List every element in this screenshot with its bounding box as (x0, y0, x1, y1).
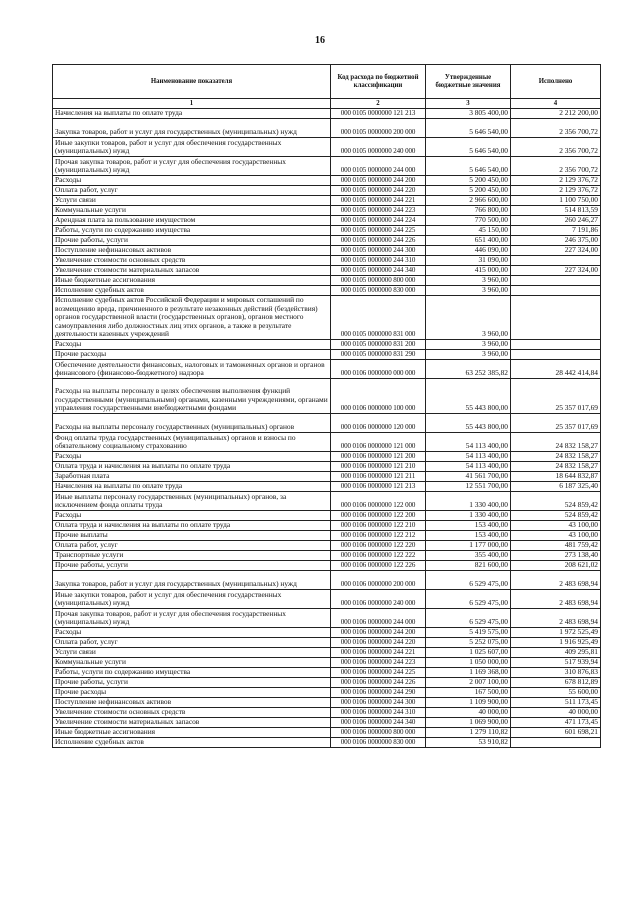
row-approved-value: 1 069 900,00 (426, 717, 511, 727)
row-budget-code: 000 0105 0000000 244 300 (331, 246, 426, 256)
row-budget-code: 000 0106 0000000 122 000 (331, 491, 426, 510)
row-indicator-name: Начисления на выплаты по оплате труда (53, 481, 331, 491)
row-budget-code: 000 0105 0000000 830 000 (331, 286, 426, 296)
table-row (53, 109, 601, 119)
header-executed: Исполнено (511, 65, 601, 99)
row-indicator-name: Прочие расходы (53, 349, 331, 359)
table-row (53, 530, 601, 540)
row-executed-value: 55 600,00 (511, 687, 601, 697)
row-indicator-name: Прочие работы, услуги (53, 677, 331, 687)
table-row (53, 687, 601, 697)
row-indicator-name: Прочие работы, услуги (53, 236, 331, 246)
table-row (53, 737, 601, 747)
row-executed-value: 43 100,00 (511, 530, 601, 540)
row-indicator-name: Иные бюджетные ассигнования (53, 727, 331, 737)
table-row (53, 637, 601, 647)
row-indicator-name: Увеличение стоимости материальных запасов (53, 717, 331, 727)
row-executed-value: 273 138,40 (511, 550, 601, 560)
table-header-row (53, 65, 601, 99)
row-executed-value: 24 832 158,27 (511, 432, 601, 451)
row-executed-value: 409 295,81 (511, 647, 601, 657)
table-row (53, 256, 601, 266)
row-executed-value: 514 813,59 (511, 206, 601, 216)
row-indicator-name: Коммунальные услуги (53, 206, 331, 216)
column-number: 4 (511, 99, 601, 109)
row-approved-value: 6 529 475,00 (426, 589, 511, 608)
row-approved-value: 1 330 400,00 (426, 510, 511, 520)
row-budget-code: 000 0106 0000000 244 220 (331, 637, 426, 647)
row-executed-value: 227 324,00 (511, 266, 601, 276)
row-executed-value: 2 356 700,72 (511, 119, 601, 138)
table-row (53, 657, 601, 667)
row-budget-code: 000 0105 0000000 121 213 (331, 109, 426, 119)
table-row (53, 246, 601, 256)
row-executed-value (511, 276, 601, 286)
row-approved-value: 12 551 700,00 (426, 481, 511, 491)
row-indicator-name: Исполнение судебных актов Российской Федерации и мировых соглашений по возмещению вреда, причиненного в результате незаконных действий (бездействия) органов государственной власти (государственных органов), органов местного самоуправления либо должностных лиц этих органов, а также в результате деятельности казенных учреждений (53, 296, 331, 340)
table-row (53, 359, 601, 378)
table-row (53, 432, 601, 451)
row-budget-code: 000 0106 0000000 122 226 (331, 560, 426, 570)
row-approved-value: 40 000,00 (426, 707, 511, 717)
row-indicator-name: Увеличение стоимости основных средств (53, 256, 331, 266)
row-executed-value: 2 129 376,72 (511, 186, 601, 196)
table-row (53, 707, 601, 717)
row-indicator-name: Оплата работ, услуг (53, 186, 331, 196)
row-executed-value: 6 187 325,40 (511, 481, 601, 491)
row-executed-value: 25 357 017,69 (511, 378, 601, 413)
row-budget-code: 000 0105 0000000 244 310 (331, 256, 426, 266)
table-row (53, 266, 601, 276)
table-row (53, 236, 601, 246)
table-row (53, 608, 601, 627)
budget-execution-table-container (52, 64, 600, 748)
row-indicator-name: Иные закупки товаров, работ и услуг для обеспечения государственных (муниципальных) нужд (53, 138, 331, 157)
row-executed-value: 678 812,89 (511, 677, 601, 687)
row-budget-code: 000 0106 0000000 100 000 (331, 378, 426, 413)
row-approved-value: 1 109 900,00 (426, 697, 511, 707)
row-budget-code: 000 0105 0000000 200 000 (331, 119, 426, 138)
row-approved-value: 651 400,00 (426, 236, 511, 246)
row-executed-value: 1 100 750,00 (511, 196, 601, 206)
header-approved-values: Утвержденные бюджетные значения (426, 65, 511, 99)
row-executed-value: 517 939,94 (511, 657, 601, 667)
row-executed-value: 481 759,42 (511, 540, 601, 550)
row-budget-code: 000 0106 0000000 121 000 (331, 432, 426, 451)
row-budget-code: 000 0106 0000000 000 000 (331, 359, 426, 378)
row-indicator-name: Закупка товаров, работ и услуг для государственных (муниципальных) нужд (53, 119, 331, 138)
row-indicator-name: Расходы на выплаты персоналу в целях обеспечения выполнения функций государственными (муниципальными) органами, казенными учреждениями, органами управления государственными внебюджетными фондами (53, 378, 331, 413)
row-approved-value: 3 960,00 (426, 349, 511, 359)
row-budget-code: 000 0106 0000000 122 212 (331, 530, 426, 540)
row-approved-value: 770 500,00 (426, 216, 511, 226)
row-approved-value: 6 529 475,00 (426, 570, 511, 589)
table-row (53, 276, 601, 286)
row-executed-value: 208 621,02 (511, 560, 601, 570)
table-row (53, 186, 601, 196)
table-row (53, 206, 601, 216)
row-executed-value: 260 246,27 (511, 216, 601, 226)
row-executed-value: 40 000,00 (511, 707, 601, 717)
row-executed-value (511, 349, 601, 359)
row-indicator-name: Иные бюджетные ассигнования (53, 276, 331, 286)
table-row (53, 697, 601, 707)
row-indicator-name: Транспортные услуги (53, 550, 331, 560)
row-approved-value: 41 561 700,00 (426, 471, 511, 481)
row-approved-value: 53 910,82 (426, 737, 511, 747)
row-budget-code: 000 0105 0000000 244 220 (331, 186, 426, 196)
row-budget-code: 000 0106 0000000 800 000 (331, 727, 426, 737)
row-executed-value: 28 442 414,84 (511, 359, 601, 378)
row-approved-value: 1 169 368,00 (426, 667, 511, 677)
row-executed-value: 227 324,00 (511, 246, 601, 256)
table-row (53, 540, 601, 550)
row-budget-code: 000 0105 0000000 244 200 (331, 176, 426, 186)
row-budget-code: 000 0105 0000000 831 000 (331, 296, 426, 340)
row-budget-code: 000 0106 0000000 244 226 (331, 677, 426, 687)
row-executed-value: 1 972 525,49 (511, 627, 601, 637)
row-budget-code: 000 0106 0000000 122 222 (331, 550, 426, 560)
row-budget-code: 000 0105 0000000 244 000 (331, 157, 426, 176)
table-row (53, 138, 601, 157)
row-approved-value: 821 600,00 (426, 560, 511, 570)
row-executed-value: 246 375,00 (511, 236, 601, 246)
table-row (53, 560, 601, 570)
table-row (53, 226, 601, 236)
row-indicator-name: Расходы на выплаты персоналу государственных (муниципальных) органов (53, 413, 331, 432)
table-row (53, 481, 601, 491)
row-indicator-name: Расходы (53, 451, 331, 461)
row-approved-value: 355 400,00 (426, 550, 511, 560)
row-approved-value: 153 400,00 (426, 520, 511, 530)
row-executed-value (511, 339, 601, 349)
row-executed-value: 524 859,42 (511, 491, 601, 510)
row-budget-code: 000 0105 0000000 244 226 (331, 236, 426, 246)
row-budget-code: 000 0105 0000000 244 223 (331, 206, 426, 216)
column-number: 3 (426, 99, 511, 109)
table-row (53, 550, 601, 560)
table-row (53, 461, 601, 471)
row-approved-value: 5 419 575,00 (426, 627, 511, 637)
row-executed-value: 2 212 200,00 (511, 109, 601, 119)
row-approved-value: 1 177 000,00 (426, 540, 511, 550)
row-executed-value: 524 859,42 (511, 510, 601, 520)
row-indicator-name: Оплата труда и начисления на выплаты по оплате труда (53, 461, 331, 471)
row-budget-code: 000 0106 0000000 121 213 (331, 481, 426, 491)
row-indicator-name: Арендная плата за пользование имуществом (53, 216, 331, 226)
row-budget-code: 000 0105 0000000 244 221 (331, 196, 426, 206)
row-approved-value: 55 443 800,00 (426, 413, 511, 432)
row-executed-value: 601 698,21 (511, 727, 601, 737)
row-indicator-name: Заработная плата (53, 471, 331, 481)
row-approved-value: 5 200 450,00 (426, 186, 511, 196)
row-indicator-name: Коммунальные услуги (53, 657, 331, 667)
row-indicator-name: Обеспечение деятельности финансовых, налоговых и таможенных органов и органов финансового (финансово-бюджетного) надзора (53, 359, 331, 378)
row-budget-code: 000 0106 0000000 120 000 (331, 413, 426, 432)
row-executed-value: 471 173,45 (511, 717, 601, 727)
table-row (53, 627, 601, 637)
row-approved-value: 766 800,00 (426, 206, 511, 216)
column-number: 2 (331, 99, 426, 109)
row-budget-code: 000 0105 0000000 244 224 (331, 216, 426, 226)
row-budget-code: 000 0105 0000000 244 340 (331, 266, 426, 276)
row-executed-value: 43 100,00 (511, 520, 601, 530)
row-indicator-name: Увеличение стоимости основных средств (53, 707, 331, 717)
row-budget-code: 000 0106 0000000 122 200 (331, 510, 426, 520)
row-budget-code: 000 0106 0000000 244 200 (331, 627, 426, 637)
table-row (53, 520, 601, 530)
row-budget-code: 000 0106 0000000 830 000 (331, 737, 426, 747)
row-budget-code: 000 0106 0000000 244 223 (331, 657, 426, 667)
row-indicator-name: Прочие расходы (53, 687, 331, 697)
table-row (53, 717, 601, 727)
row-budget-code: 000 0105 0000000 244 225 (331, 226, 426, 236)
table-row (53, 119, 601, 138)
row-indicator-name: Расходы (53, 627, 331, 637)
row-budget-code: 000 0106 0000000 244 225 (331, 667, 426, 677)
row-approved-value: 45 150,00 (426, 226, 511, 236)
row-budget-code: 000 0106 0000000 121 211 (331, 471, 426, 481)
row-budget-code: 000 0105 0000000 831 290 (331, 349, 426, 359)
row-executed-value: 25 357 017,69 (511, 413, 601, 432)
row-budget-code: 000 0106 0000000 244 290 (331, 687, 426, 697)
row-executed-value: 2 129 376,72 (511, 176, 601, 186)
row-indicator-name: Работы, услуги по содержанию имущества (53, 667, 331, 677)
row-executed-value (511, 256, 601, 266)
row-executed-value: 511 173,45 (511, 697, 601, 707)
table-row (53, 196, 601, 206)
row-budget-code: 000 0106 0000000 244 221 (331, 647, 426, 657)
row-indicator-name: Прочие работы, услуги (53, 560, 331, 570)
row-approved-value: 63 252 385,82 (426, 359, 511, 378)
table-body (53, 109, 601, 748)
row-executed-value: 2 356 700,72 (511, 138, 601, 157)
row-approved-value: 3 960,00 (426, 339, 511, 349)
row-executed-value (511, 737, 601, 747)
row-executed-value: 2 483 698,94 (511, 570, 601, 589)
row-indicator-name: Расходы (53, 510, 331, 520)
table-row (53, 157, 601, 176)
row-approved-value: 5 200 450,00 (426, 176, 511, 186)
row-budget-code: 000 0106 0000000 122 220 (331, 540, 426, 550)
row-executed-value: 2 356 700,72 (511, 157, 601, 176)
table-row (53, 727, 601, 737)
column-number-row (53, 99, 601, 109)
table-row (53, 491, 601, 510)
row-executed-value: 2 483 698,94 (511, 608, 601, 627)
row-approved-value: 2 966 600,00 (426, 196, 511, 206)
row-budget-code: 000 0106 0000000 244 000 (331, 608, 426, 627)
table-row (53, 378, 601, 413)
row-approved-value: 1 279 110,82 (426, 727, 511, 737)
row-executed-value: 18 644 832,87 (511, 471, 601, 481)
row-approved-value: 167 500,00 (426, 687, 511, 697)
row-executed-value: 1 916 925,49 (511, 637, 601, 647)
row-executed-value (511, 286, 601, 296)
table-row (53, 349, 601, 359)
table-row (53, 510, 601, 520)
row-approved-value: 2 007 100,00 (426, 677, 511, 687)
row-indicator-name: Иные выплаты персоналу государственных (муниципальных) органов, за исключением фонда оплаты труда (53, 491, 331, 510)
row-approved-value: 3 960,00 (426, 286, 511, 296)
row-indicator-name: Исполнение судебных актов (53, 286, 331, 296)
row-approved-value: 3 960,00 (426, 276, 511, 286)
table-row (53, 667, 601, 677)
row-indicator-name: Услуги связи (53, 647, 331, 657)
row-indicator-name: Поступление нефинансовых активов (53, 246, 331, 256)
budget-execution-table (52, 64, 601, 748)
row-indicator-name: Исполнение судебных актов (53, 737, 331, 747)
row-approved-value: 3 805 400,00 (426, 109, 511, 119)
row-indicator-name: Поступление нефинансовых активов (53, 697, 331, 707)
table-row (53, 286, 601, 296)
table-row (53, 570, 601, 589)
row-approved-value: 3 960,00 (426, 296, 511, 340)
row-indicator-name: Иные закупки товаров, работ и услуг для обеспечения государственных (муниципальных) нужд (53, 589, 331, 608)
row-indicator-name: Услуги связи (53, 196, 331, 206)
row-budget-code: 000 0106 0000000 121 200 (331, 451, 426, 461)
table-row (53, 413, 601, 432)
row-budget-code: 000 0105 0000000 240 000 (331, 138, 426, 157)
row-executed-value: 24 832 158,27 (511, 461, 601, 471)
row-approved-value: 1 330 400,00 (426, 491, 511, 510)
row-budget-code: 000 0105 0000000 800 000 (331, 276, 426, 286)
row-budget-code: 000 0106 0000000 244 340 (331, 717, 426, 727)
row-executed-value: 7 191,86 (511, 226, 601, 236)
row-indicator-name: Прочая закупка товаров, работ и услуг для обеспечения государственных (муниципальных) нужд (53, 608, 331, 627)
row-approved-value: 5 646 540,00 (426, 157, 511, 176)
row-indicator-name: Оплата работ, услуг (53, 637, 331, 647)
row-approved-value: 6 529 475,00 (426, 608, 511, 627)
table-row (53, 339, 601, 349)
row-budget-code: 000 0105 0000000 831 200 (331, 339, 426, 349)
row-approved-value: 1 025 607,00 (426, 647, 511, 657)
row-indicator-name: Фонд оплаты труда государственных (муниципальных) органов и взносы по обязательному социальному страхованию (53, 432, 331, 451)
table-row (53, 451, 601, 461)
row-indicator-name: Расходы (53, 176, 331, 186)
row-executed-value: 310 876,83 (511, 667, 601, 677)
table-row (53, 296, 601, 340)
row-budget-code: 000 0106 0000000 200 000 (331, 570, 426, 589)
page-number: 16 (315, 35, 325, 46)
row-indicator-name: Прочая закупка товаров, работ и услуг для обеспечения государственных (муниципальных) нужд (53, 157, 331, 176)
row-approved-value: 5 646 540,00 (426, 138, 511, 157)
row-approved-value: 415 000,00 (426, 266, 511, 276)
row-budget-code: 000 0106 0000000 122 210 (331, 520, 426, 530)
row-approved-value: 54 113 400,00 (426, 451, 511, 461)
row-indicator-name: Оплата труда и начисления на выплаты по оплате труда (53, 520, 331, 530)
row-approved-value: 5 252 075,00 (426, 637, 511, 647)
row-approved-value: 153 400,00 (426, 530, 511, 540)
row-indicator-name: Оплата работ, услуг (53, 540, 331, 550)
row-budget-code: 000 0106 0000000 244 300 (331, 697, 426, 707)
row-approved-value: 5 646 540,00 (426, 119, 511, 138)
row-executed-value: 2 483 698,94 (511, 589, 601, 608)
row-approved-value: 55 443 800,00 (426, 378, 511, 413)
row-approved-value: 54 113 400,00 (426, 432, 511, 451)
row-approved-value: 31 090,00 (426, 256, 511, 266)
row-budget-code: 000 0106 0000000 240 000 (331, 589, 426, 608)
table-row (53, 647, 601, 657)
table-row (53, 589, 601, 608)
header-indicator-name: Наименование показателя (53, 65, 331, 99)
row-approved-value: 54 113 400,00 (426, 461, 511, 471)
row-budget-code: 000 0106 0000000 121 210 (331, 461, 426, 471)
row-approved-value: 1 050 000,00 (426, 657, 511, 667)
row-indicator-name: Увеличение стоимости материальных запасов (53, 266, 331, 276)
row-executed-value (511, 296, 601, 340)
row-executed-value: 24 832 158,27 (511, 451, 601, 461)
header-budget-code: Код расхода по бюджетной классификации (331, 65, 426, 99)
row-indicator-name: Расходы (53, 339, 331, 349)
table-row (53, 677, 601, 687)
table-row (53, 216, 601, 226)
row-indicator-name: Работы, услуги по содержанию имущества (53, 226, 331, 236)
table-row (53, 471, 601, 481)
table-row (53, 176, 601, 186)
column-number: 1 (53, 99, 331, 109)
row-budget-code: 000 0106 0000000 244 310 (331, 707, 426, 717)
row-indicator-name: Прочие выплаты (53, 530, 331, 540)
row-indicator-name: Закупка товаров, работ и услуг для государственных (муниципальных) нужд (53, 570, 331, 589)
row-approved-value: 446 090,00 (426, 246, 511, 256)
row-indicator-name: Начисления на выплаты по оплате труда (53, 109, 331, 119)
